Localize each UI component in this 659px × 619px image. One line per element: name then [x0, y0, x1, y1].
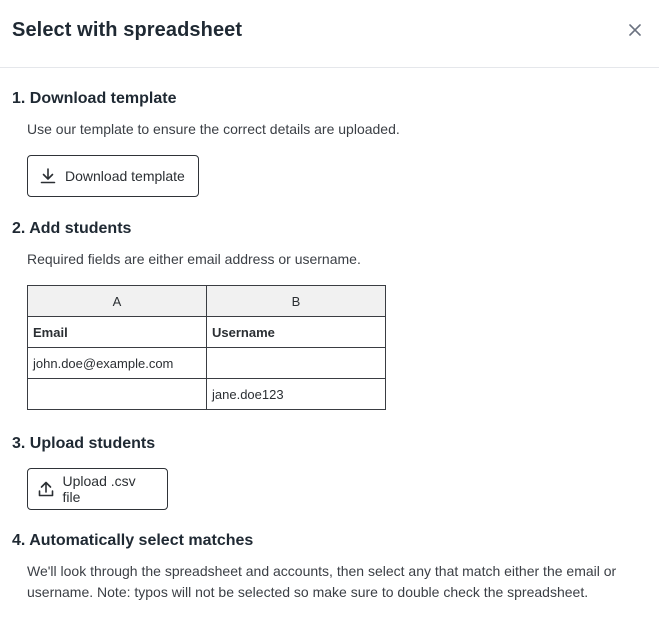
step-3-title: 3. Upload students: [12, 435, 156, 452]
step-4-description-line-2: username. Note: typos will not be selected so make sure to double check the spreadsheet.: [27, 584, 589, 600]
column-header-a: A: [28, 286, 207, 317]
upload-csv-label: Upload .csv file: [62, 473, 136, 505]
step-2-description: Required fields are either email address or username.: [27, 251, 361, 267]
modal-header: [0, 0, 659, 68]
column-header-row: [28, 286, 386, 317]
table-cell: jane.doe123: [207, 379, 386, 410]
field-username: Username: [207, 317, 386, 348]
example-spreadsheet: [27, 285, 386, 410]
close-icon[interactable]: [627, 22, 643, 38]
download-template-button[interactable]: [27, 155, 199, 197]
step-4-title: 4. Automatically select matches: [12, 532, 254, 549]
step-1-description: Use our template to ensure the correct details are uploaded.: [27, 121, 400, 137]
column-header-b: B: [207, 286, 386, 317]
step-2-title: 2. Add students: [12, 220, 132, 237]
table-row: [28, 348, 386, 379]
table-row: [28, 379, 386, 410]
table-cell: [207, 348, 386, 379]
download-icon: [38, 166, 58, 186]
table-cell: john.doe@example.com: [28, 348, 207, 379]
modal-title: Select with spreadsheet: [12, 19, 243, 41]
upload-icon: [36, 479, 55, 499]
step-4-description-line-1: We'll look through the spreadsheet and accounts, then select any that match either the email or: [27, 563, 617, 579]
step-1-title: 1. Download template: [12, 90, 177, 107]
field-email: Email: [28, 317, 207, 348]
upload-csv-button[interactable]: [27, 468, 168, 510]
download-template-label: Download template: [65, 168, 185, 184]
table-cell: [28, 379, 207, 410]
field-row: [28, 317, 386, 348]
